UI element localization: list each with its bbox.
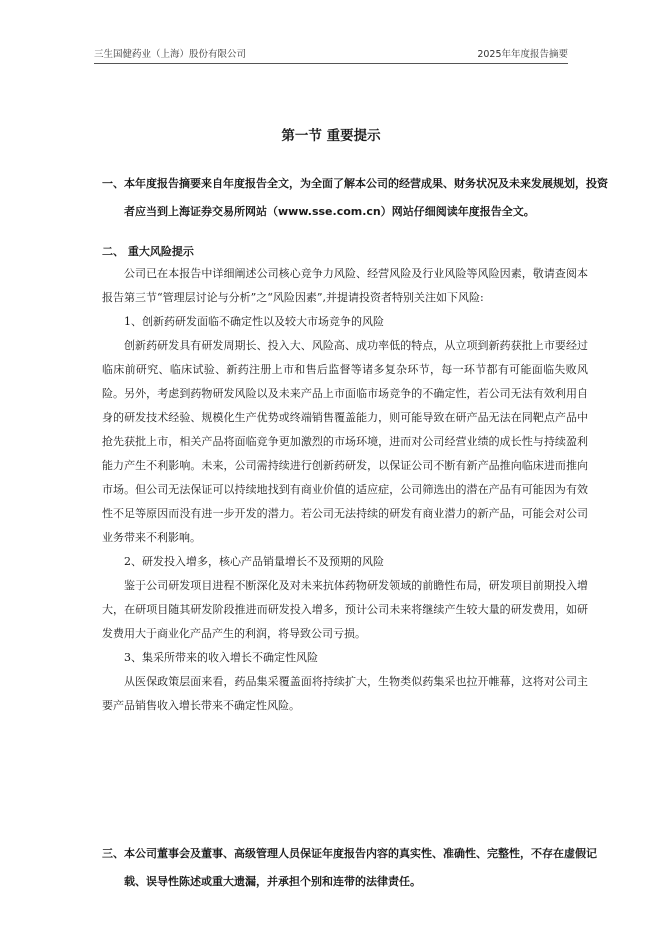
notice-1 [102,170,614,226]
risk-heading: 二、 重大风险提示 [102,245,194,258]
notice-1-text: 本年度报告摘要来自年度报告全文，为全面了解本公司的经营成果、财务状况及未来发展规划，投资者应当到上海证券交易所网站（www.sse.com.cn）网站仔细阅读年度报告全文。 [124,177,608,218]
notice-3-number: 三、 [102,847,124,860]
header-company: 三生国健药业（上海）股份有限公司 [94,49,247,60]
risk-3-title: 3、集采所带来的收入增长不确定性风险 [124,651,318,664]
risk-1-body: 创新药研发具有研发周期长、投入大、风险高、成功率低的特点，从立项到新药获批上市要经过临床前研究、临床试验、新药注册上市和售后监督等诸多复杂环节，每一环节都有可能面临失败风险。另外，考虑到药物研发风险以及未来产品上市面临市场竞争的不确定性，若公司无法有效利用自身的研发技术经验、规模化生产优势或终端销售覆盖能力，则可能导致在研产品无法在同靶点产品中抢先获批上市，相关产品将面临竞争更加激烈的市场环境，进而对公司经营业绩的成长性与持续盈利能力产生不利影响。未来，公司需持续进行创新药研发，以保证公司不断有新产品推向临床进而推向市场。但公司无法保证可以持续地找到有商业价值的适应症，公司筛选出的潜在产品有可能因为有效性不足等原因而没有进一步开发的潜力。若公司无法持续的研发有商业潜力的新产品，可能会对公司业务带来不利影响。 [102,339,588,544]
risk-1-title: 1、创新药研发面临不确定性以及较大市场竞争的风险 [124,315,384,328]
risk-2-title: 2、研发投入增多，核心产品销量增长不及预期的风险 [124,555,384,568]
header-divider [94,63,568,64]
risk-intro: 公司已在本报告中详细阐述公司核心竞争力风险、经营风险及行业风险等风险因素，敬请查阅本报告第三节“管理层讨论与分析”之“风险因素”,并提请投资者特别关注如下风险: [102,267,588,304]
notice-3 [102,840,614,896]
notice-3-text: 本公司董事会及董事、高级管理人员保证年度报告内容的真实性、准确性、完整性，不存在虚假记载、误导性陈述或重大遗漏，并承担个别和连带的法律责任。 [124,847,597,888]
risk-section-body [102,262,588,718]
section-title: 第一节 重要提示 [281,128,381,144]
page-header [94,46,568,60]
risk-2-body: 鉴于公司研发项目进程不断深化及对未来抗体药物研发领域的前瞻性布局，研发项目前期投入增大，在研项目随其研发阶段推进而研发投入增多，预计公司未来将继续产生较大量的研发费用，如研发费用大于商业化产品产生的利润，将导致公司亏损。 [102,579,588,640]
risk-3-body: 从医保政策层面来看，药品集采覆盖面将持续扩大，生物类似药集采也拉开帷幕，这将对公司主要产品销售收入增长带来不确定性风险。 [102,675,588,712]
header-report-title: 2025年年度报告摘要 [477,49,568,60]
notice-1-number: 一、 [102,177,124,190]
